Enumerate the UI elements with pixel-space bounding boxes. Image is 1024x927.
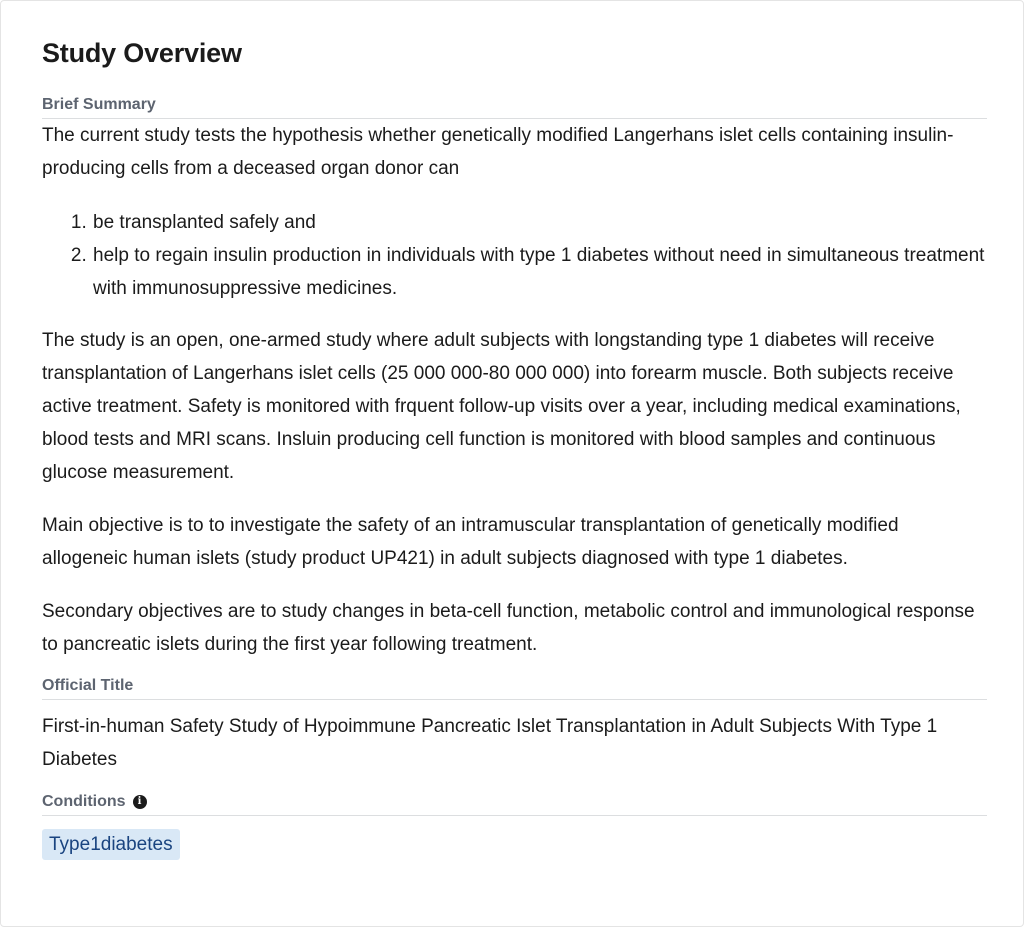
info-icon[interactable]: i bbox=[133, 795, 147, 809]
official-title-label: Official Title bbox=[42, 676, 987, 700]
conditions-label-row bbox=[42, 792, 987, 816]
list-item: 2. help to regain insulin production in individuals with type 1 diabetes without need in simultaneous treatment with immunosuppressive medicines. bbox=[92, 239, 987, 305]
summary-paragraph-main-objective: Main objective is to to investigate the safety of an intramuscular transplantation of genetically modified allogeneic human islets (study product UP421) in adult subjects diagnosed with type 1 diabetes. bbox=[42, 515, 899, 569]
condition-tag[interactable]: Type1diabetes bbox=[42, 829, 180, 860]
summary-paragraph-design: The study is an open, one-armed study where adult subjects with longstanding type 1 diabetes will receive transplantation of Langerhans islet cells (25 000 000-80 000 000) into forearm muscle. Both subjects receive active treatment. Safety is monitored with frquent follow-up visits over a year, including medical examinations, blood tests and MRI scans. Insluin producing cell function is monitored with blood samples and continuous glucose measurement. bbox=[42, 330, 961, 483]
list-item: 1. be transplanted safely and bbox=[92, 206, 987, 239]
brief-summary-label: Brief Summary bbox=[42, 95, 987, 119]
brief-summary-intro: The current study tests the hypothesis whether genetically modified Langerhans islet cells containing insulin-producing cells from a deceased organ donor can bbox=[42, 125, 954, 179]
conditions-label: Conditions bbox=[42, 793, 126, 810]
conditions-tags bbox=[42, 829, 987, 860]
summary-paragraph-secondary-objectives: Secondary objectives are to study changes in beta-cell function, metabolic control and immunological response to pancreatic islets during the first year following treatment. bbox=[42, 601, 975, 655]
page-title: Study Overview bbox=[42, 38, 242, 68]
summary-list bbox=[42, 206, 987, 305]
official-title-text: First-in-human Safety Study of Hypoimmune Pancreatic Islet Transplantation in Adult Subjects With Type 1 Diabetes bbox=[42, 716, 938, 770]
